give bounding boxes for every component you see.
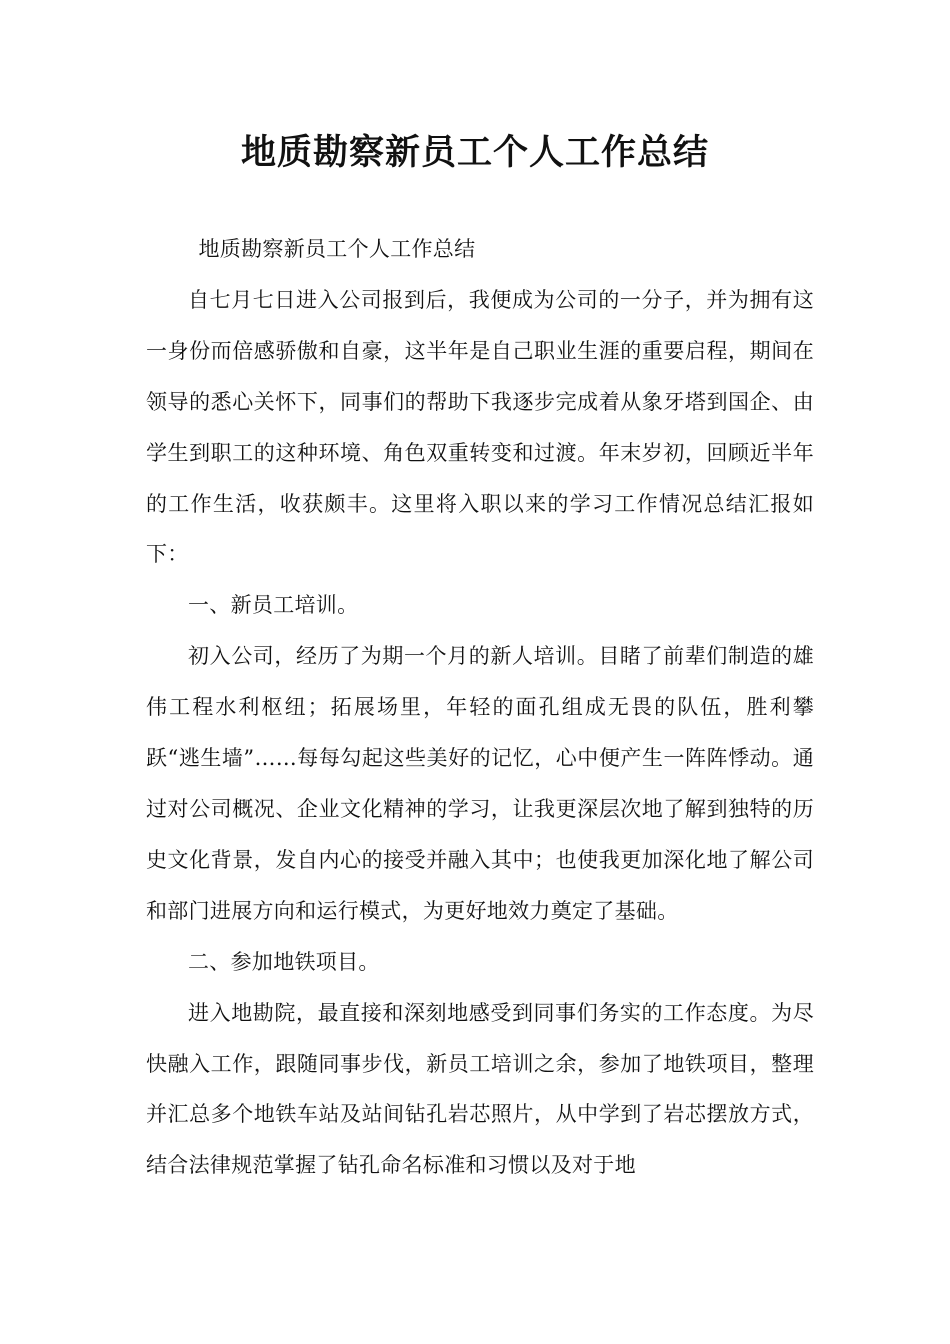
document-body — [146, 224, 814, 1191]
document-subtitle-paragraph: 地质勘察新员工个人工作总结 — [198, 237, 476, 261]
document-title: 地质勘察新员工个人工作总结 — [240, 133, 709, 173]
section-heading-training: 一、新员工培训。 — [188, 593, 359, 618]
metro-project-paragraph: 进入地勘院，最直接和深刻地感受到同事们务实的工作态度。为尽快融入工作，跟随同事步伐，新员工培训之余，参加了地铁项目，整理并汇总多个地铁车站及站间钻孔岩芯照片，从中学到了岩芯摆放方式，结合法律规范掌握了钻孔命名标准和习惯以及对于地 — [146, 1000, 814, 1178]
section-heading-metro-project: 二、参加地铁项目。 — [188, 949, 380, 974]
intro-paragraph: 自七月七日进入公司报到后，我便成为公司的一分子，并为拥有这一身份而倍感骄傲和自豪，这半年是自己职业生涯的重要启程，期间在领导的悉心关怀下，同事们的帮助下我逐步完成着从象牙塔到国企、由学生到职工的这种环境、角色双重转变和过渡。年末岁初，回顾近半年的工作生活，收获颇丰。这里将入职以来的学习工作情况总结汇报如下： — [146, 287, 814, 567]
training-paragraph: 初入公司，经历了为期一个月的新人培训。目睹了前辈们制造的雄伟工程水利枢纽；拓展场里，年轻的面孔组成无畏的队伍，胜利攀跃“逃生墙”……每每勾起这些美好的记忆，心中便产生一阵阵悸动。通过对公司概况、企业文化精神的学习，让我更深层次地了解到独特的历史文化背景，发自内心的接受并融入其中；也使我更加深化地了解公司和部门进展方向和运行模式，为更好地效力奠定了基础。 — [146, 644, 814, 923]
